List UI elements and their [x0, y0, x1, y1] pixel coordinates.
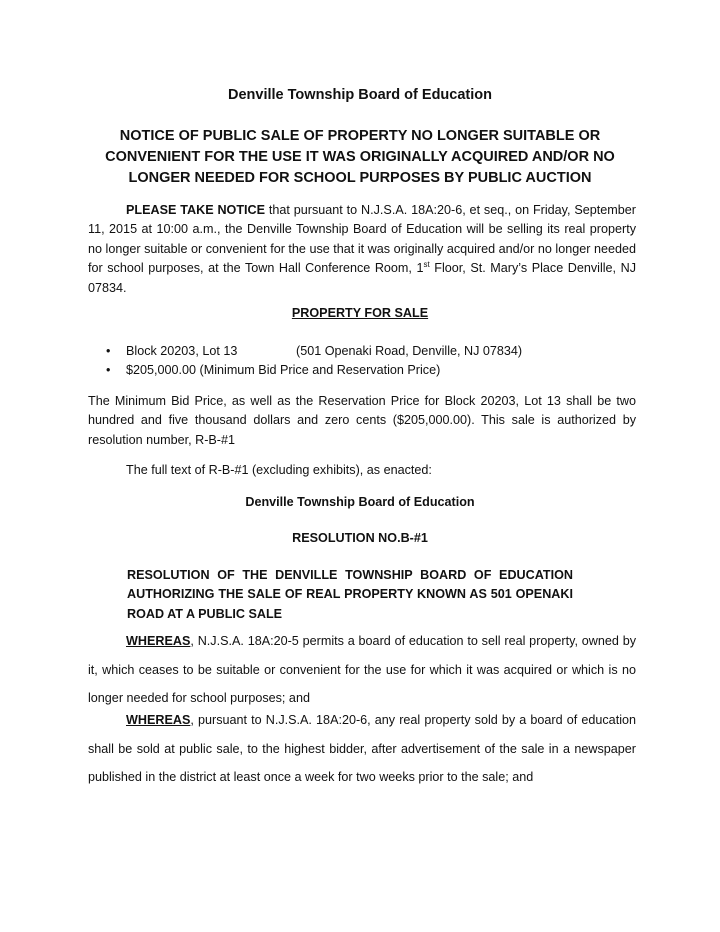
ordinal-suffix: st [423, 260, 430, 270]
bullet-icon: • [106, 363, 111, 378]
property-address: (501 Openaki Road, Denville, NJ 07834) [296, 344, 523, 358]
property-heading: PROPERTY FOR SALE [291, 306, 429, 320]
whereas-paragraph [88, 627, 636, 713]
whereas-text: , pursuant to N.J.S.A. 18A:20-6, any real property sold by a board of education shall be sold at public sale, to the highest bidder, after advertisement of the sale in a newspaper published in the district at least once a week for two weeks prior to the sale; and [88, 713, 636, 784]
intro-lead: PLEASE TAKE NOTICE [126, 203, 266, 217]
minimum-bid-paragraph: The Minimum Bid Price, as well as the Reservation Price for Block 20203, Lot 13 shall be two hundred and five thousand dollars and zero cents ($205,000.00). This sale is authorized by resolution number, R-B-#1 [88, 394, 636, 447]
notice-title: NOTICE OF PUBLIC SALE OF PROPERTY NO LONGER SUITABLE OR CONVENIENT FOR THE USE IT WAS ORIGINALLY ACQUIRED AND/OR NO LONGER NEEDED FOR SCHOOL PURPOSES BY PUBLIC AUCTION [105, 128, 615, 186]
whereas-keyword: WHEREAS [126, 713, 191, 727]
property-price: $205,000.00 (Minimum Bid Price and Reservation Price) [126, 363, 441, 378]
intro-paragraph [88, 201, 636, 298]
document-title: Denville Township Board of Education [228, 87, 492, 103]
bullet-icon: • [106, 344, 111, 358]
whereas-text: , N.J.S.A. 18A:20-5 permits a board of education to sell real property, owned by it, which ceases to be suitable or convenient for the use for which it was acquired or which is no longer needed for school purposes; and [88, 634, 636, 705]
resolution-board-name: Denville Township Board of Education [245, 495, 475, 509]
intro-text-end: Floor, St. Mary’s Place Denville, NJ 07834. [88, 261, 637, 295]
intro-text: that pursuant to N.J.S.A. 18A:20-6, et seq., on Friday, September 11, 2015 at 10:00 a.m., the Denville Township Board of Education will be selling its real property no longer suitable or convenient for the use that it was originally acquired and/or no longer needed for school purposes, at the Town Hall Conference Room, 1 [88, 203, 636, 276]
whereas-paragraph [88, 706, 636, 792]
whereas-keyword: WHEREAS [126, 634, 191, 648]
property-label: Block 20203, Lot 13 [126, 344, 238, 358]
resolution-number: RESOLUTION NO.B-#1 [292, 531, 428, 545]
full-text-intro: The full text of R-B-#1 (excluding exhibits), as enacted: [126, 463, 432, 477]
resolution-title: RESOLUTION OF THE DENVILLE TOWNSHIP BOARD OF EDUCATION AUTHORIZING THE SALE OF REAL PROPERTY KNOWN AS 501 OPENAKI ROAD AT A PUBLIC SALE [127, 568, 573, 621]
